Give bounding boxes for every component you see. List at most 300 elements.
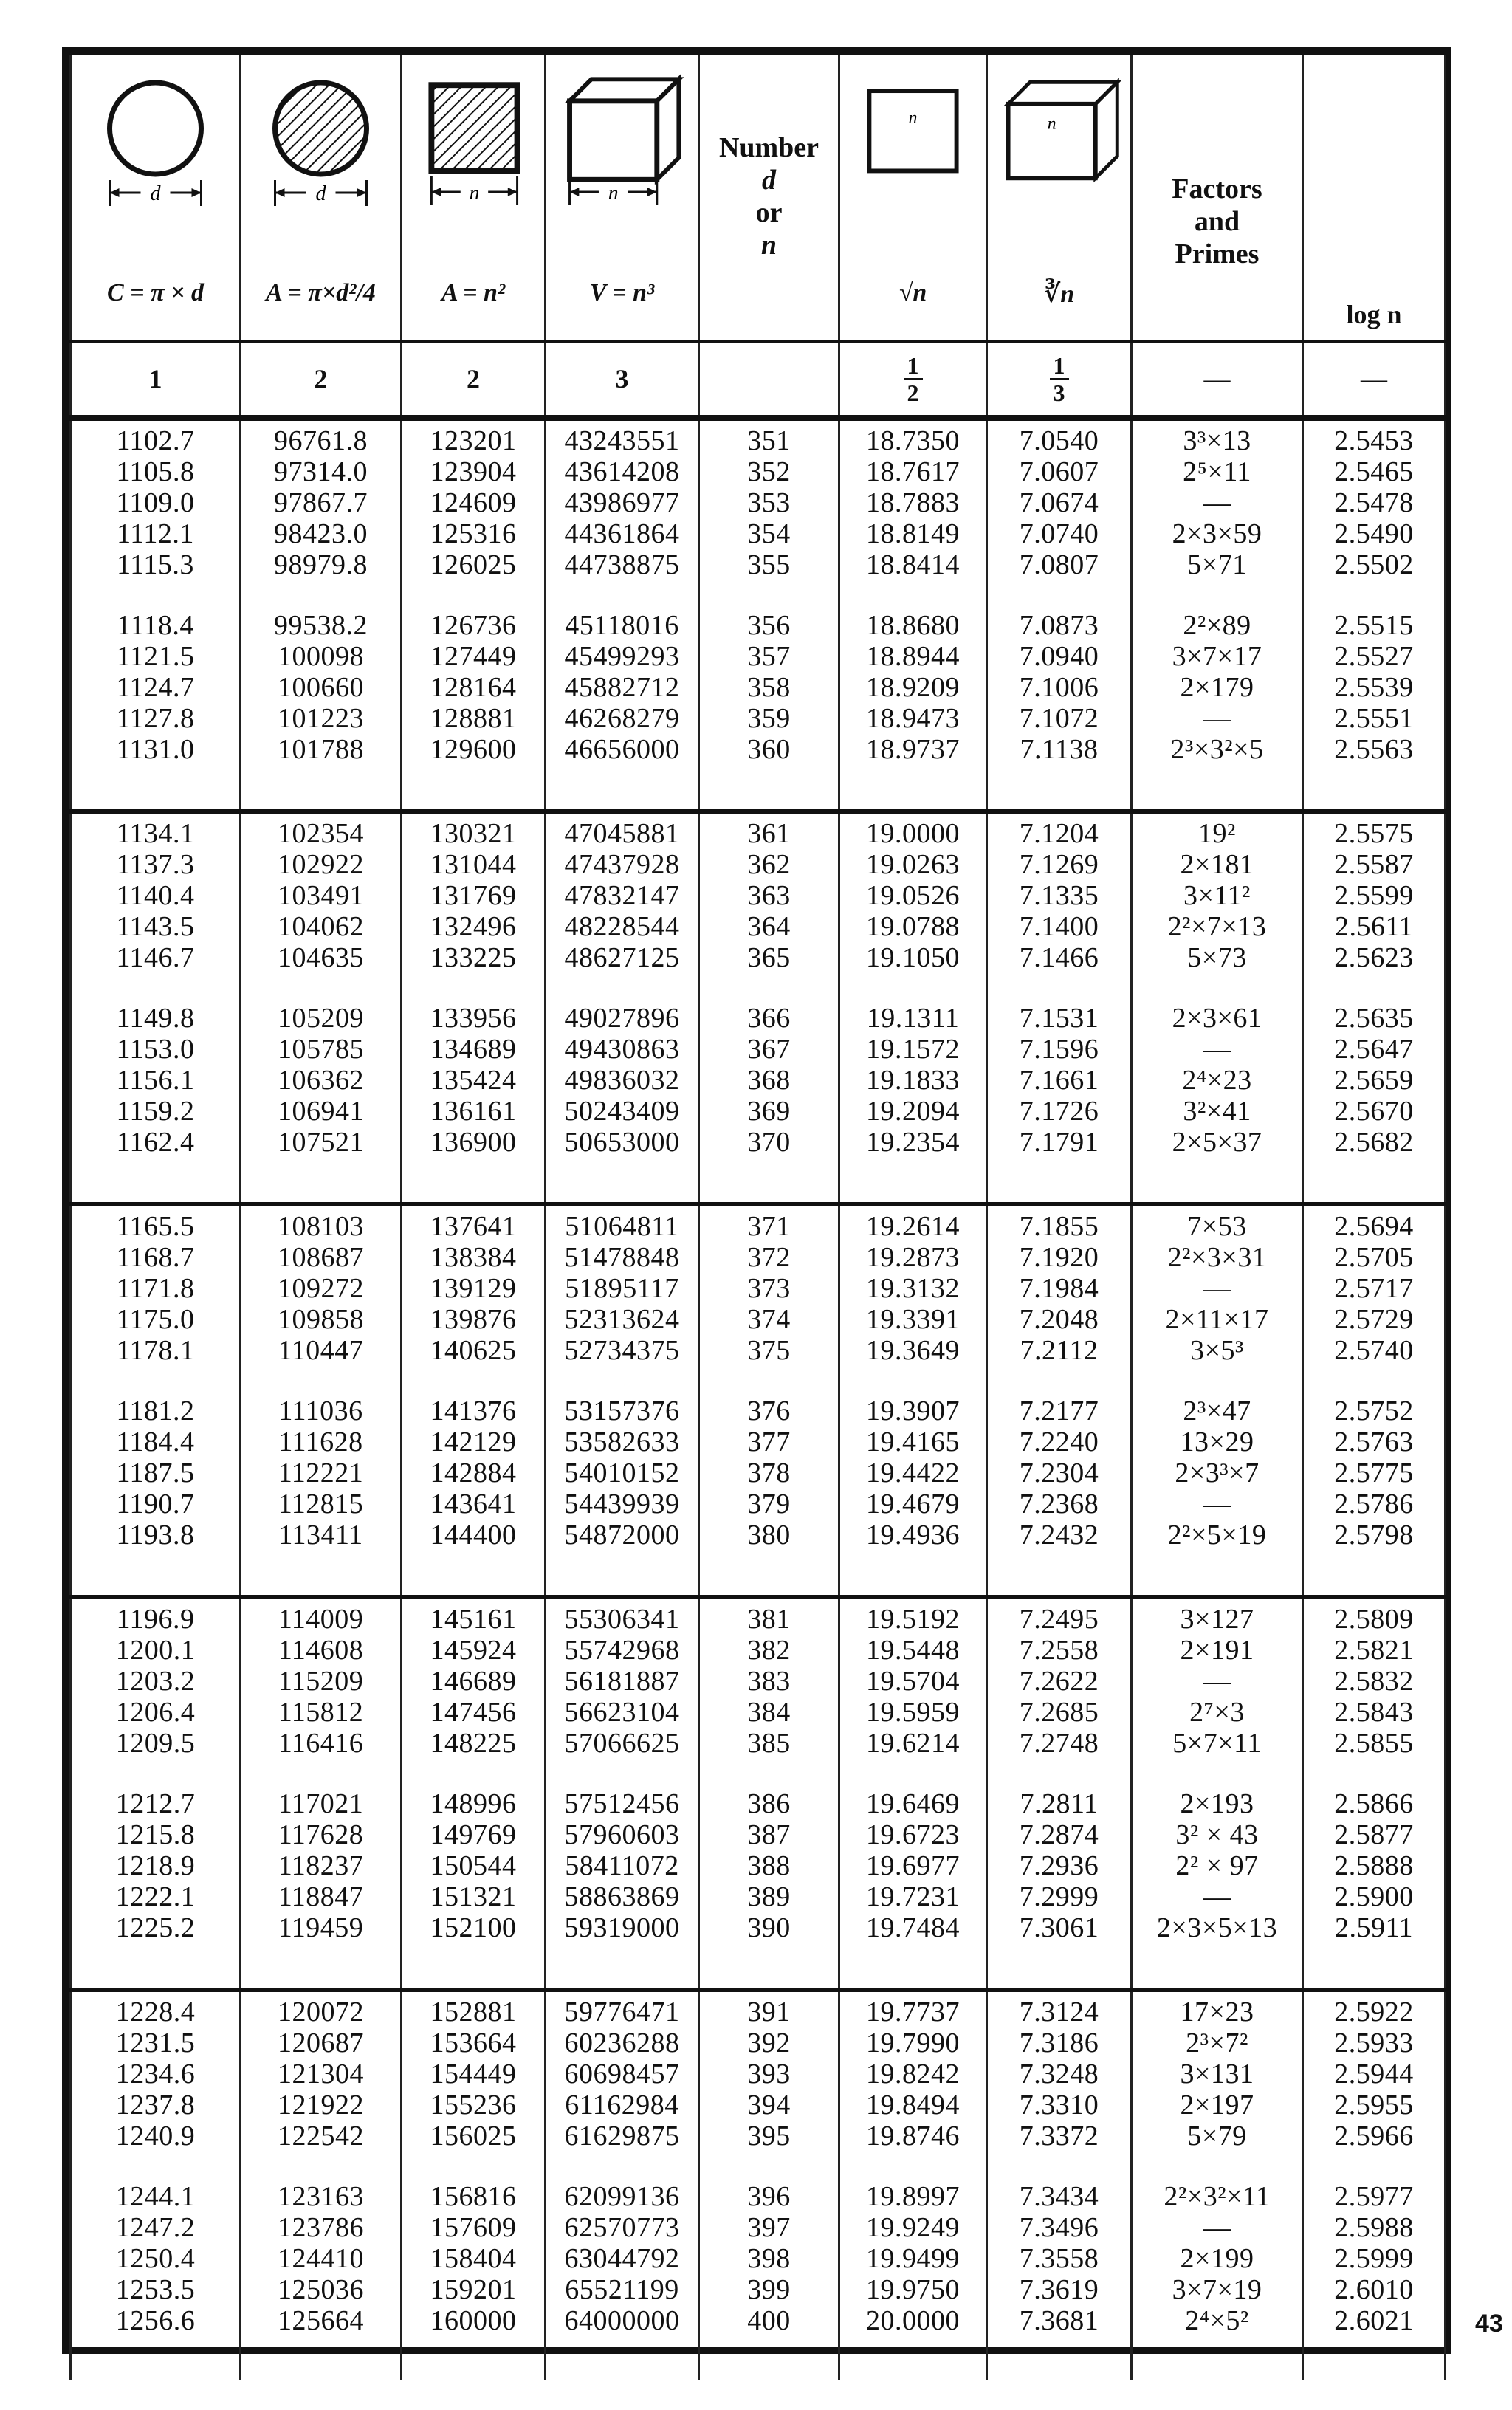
table-value: 105785 [278,1034,364,1065]
table-value: 2³×7² [1186,2028,1248,2059]
table-value: 18.8149 [866,518,960,549]
table-value: 105209 [278,1003,364,1034]
table-value: 19.7231 [866,1881,960,1912]
row-group [241,610,400,765]
table-value: 19.4679 [866,1489,960,1520]
table-value: 62570773 [564,2212,680,2243]
table-value: 1156.1 [116,1065,195,1096]
table-value: 126736 [430,610,517,641]
row-group [700,425,838,580]
table-value: 7×53 [1187,1211,1247,1242]
table-value: 2.5763 [1334,1427,1414,1458]
table-value: 2×193 [1180,1788,1254,1819]
table-value: 7.3372 [1019,2121,1099,2152]
table-value: 45118016 [565,610,679,641]
table-value: 7.3681 [1019,2305,1099,2336]
table-value: 18.9209 [866,672,960,703]
table-value: 48228544 [564,911,680,942]
table-value: 18.7617 [866,456,960,487]
table-value: 145161 [430,1604,517,1635]
table-value: 2×197 [1180,2090,1254,2121]
table-value: 7.3619 [1019,2274,1099,2305]
table-value: 52734375 [564,1335,680,1366]
table-value: 399 [747,2274,791,2305]
table-block [71,418,1446,811]
row-group [1133,1788,1302,1943]
table-value: 65521199 [565,2274,679,2305]
row-group [72,1788,239,1943]
table-cell [699,1204,839,1597]
table-value: 2×11×17 [1165,1304,1269,1335]
row-group [1133,1604,1302,1759]
table-value: 2.5502 [1334,549,1414,580]
row-group [72,1003,239,1158]
table-value: 19.4422 [866,1458,960,1489]
row-group [840,610,986,765]
table-value: 1231.5 [115,2028,196,2059]
table-value: 2×179 [1180,672,1254,703]
row-group [546,1211,698,1366]
table-value: 1149.8 [116,1003,195,1034]
table-value: 50243409 [564,1096,680,1127]
table-value: 7.1984 [1019,1273,1099,1304]
row-group [72,1604,239,1759]
table-cell [1132,1990,1303,2380]
multiplier-col4: 3 [546,341,699,418]
table-value: 1184.4 [116,1427,195,1458]
table-value: 2.5611 [1334,911,1414,942]
table-value: 1121.5 [116,641,195,672]
table-value: 19.1050 [866,942,960,973]
table-value: 115812 [278,1697,364,1728]
table-cell [839,1204,987,1597]
row-group [988,1395,1130,1551]
table-value: 2.6010 [1334,2274,1414,2305]
table-value: 153664 [430,2028,517,2059]
table-value: 1225.2 [115,1912,196,1943]
table-value: 2.5587 [1334,849,1414,880]
row-group [988,1003,1130,1158]
table-value: — [1203,1666,1231,1697]
table-value: 132496 [430,911,517,942]
table-value: 5×7×11 [1172,1728,1262,1759]
table-value: 146689 [430,1666,517,1697]
table-value: 106941 [278,1096,364,1127]
table-value: 374 [747,1304,791,1335]
table-value: 18.8414 [866,549,960,580]
table-value: 2.5659 [1334,1065,1414,1096]
table-value: 19.0788 [866,911,960,942]
table-value: 145924 [430,1635,517,1666]
row-group [840,425,986,580]
table-value: 63044792 [564,2243,680,2274]
row-group [1133,1211,1302,1366]
table-value: 1181.2 [116,1395,195,1427]
header-row [71,55,1446,341]
table-value: 104062 [278,911,364,942]
row-group [546,425,698,580]
table-value: 2² × 97 [1175,1850,1259,1881]
table-value: 3×5³ [1190,1335,1244,1366]
table-value: 101788 [278,734,364,765]
table-value: 365 [747,942,791,973]
table-value: 1234.6 [115,2059,196,2090]
table-value: 7.1661 [1019,1065,1099,1096]
table-cell [402,1990,546,2380]
svg-text:n: n [1047,114,1056,134]
row-group [700,1997,838,2152]
table-value: 385 [747,1728,791,1759]
table-value: 2.5933 [1334,2028,1414,2059]
table-value: — [1203,487,1231,518]
table-value: 3×127 [1180,1604,1254,1635]
row-group [1133,1003,1302,1158]
table-value: 64000000 [564,2305,680,2336]
table-value: 7.3496 [1019,2212,1099,2243]
table-value: 18.8944 [866,641,960,672]
table-block [71,811,1446,1204]
table-value: 109858 [278,1304,364,1335]
row-group [840,1003,986,1158]
hatched-square-icon [402,69,544,217]
table-value: 18.7350 [866,425,960,456]
table-value: 392 [747,2028,791,2059]
table-value: 364 [747,911,791,942]
row-group [988,1788,1130,1943]
table-value: 98979.8 [274,549,368,580]
table-value: 2.5877 [1334,1819,1414,1850]
table-value: 400 [747,2305,791,2336]
row-group [402,1604,544,1759]
table-value: 352 [747,456,791,487]
row-group [700,1003,838,1158]
table-value: 7.3186 [1019,2028,1099,2059]
table-value: 394 [747,2090,791,2121]
table-value: 7.1204 [1019,818,1099,849]
row-group [700,1604,838,1759]
cube-box-icon [988,69,1130,217]
table-cell [241,1990,402,2380]
row-group [241,1788,400,1943]
table-value: 120072 [278,1997,364,2028]
factors-heading: Factors and Primes [1172,174,1262,270]
table-value: 371 [747,1211,791,1242]
table-value: 128881 [430,703,517,734]
table-cell [987,1204,1132,1597]
row-group [840,1997,986,2152]
table-value: 118847 [278,1881,364,1912]
table-value: 3²×41 [1183,1096,1251,1127]
table-value: 51064811 [565,1211,679,1242]
table-value: 7.2240 [1019,1427,1099,1458]
table-value: 7.0674 [1019,487,1099,518]
table-value: 368 [747,1065,791,1096]
row-group [72,1395,239,1551]
table-value: 2.5999 [1334,2243,1414,2274]
table-value: 116416 [278,1728,364,1759]
table-value: 19.9249 [866,2212,960,2243]
table-value: 2.5809 [1334,1604,1414,1635]
table-value: 113411 [278,1520,363,1551]
table-value: 3×7×19 [1172,2274,1262,2305]
table-value: 102922 [278,849,364,880]
table-value: 2.5635 [1334,1003,1414,1034]
row-group [402,425,544,580]
table-cell [241,811,402,1204]
table-value: 19.4936 [866,1520,960,1551]
table-value: 2.5717 [1334,1273,1414,1304]
table-value: 54010152 [564,1458,680,1489]
table-value: 2²×5×19 [1167,1520,1267,1551]
table-value: 1190.7 [116,1489,195,1520]
table-value: 13×29 [1180,1427,1254,1458]
table-value: 2×3×59 [1172,518,1262,549]
table-cell [987,811,1132,1204]
table-value: 2.5647 [1334,1034,1414,1065]
row-group [72,425,239,580]
table-value: 156816 [430,2181,517,2212]
table-cell [402,418,546,811]
table-value: 125036 [278,2274,364,2305]
row-group [241,1211,400,1366]
table-value: 386 [747,1788,791,1819]
table-value: 99538.2 [274,610,368,641]
table-value: 19.5448 [866,1635,960,1666]
table-cell [839,811,987,1204]
table-value: 5×73 [1187,942,1247,973]
table-value: 104635 [278,942,364,973]
table-value: 157609 [430,2212,517,2243]
row-group [72,2181,239,2336]
row-group [700,610,838,765]
table-value: 5×79 [1187,2121,1247,2152]
table-value: 1187.5 [116,1458,195,1489]
table-value: 110447 [278,1335,364,1366]
row-group [1304,1788,1444,1943]
table-value: 44361864 [564,518,680,549]
table-value: 1131.0 [116,734,195,765]
table-value: 156025 [430,2121,517,2152]
table-value: 7.0940 [1019,641,1099,672]
row-group [546,818,698,973]
table-cell [241,1597,402,1990]
table-value: 7.0807 [1019,549,1099,580]
table-value: 133225 [430,942,517,973]
row-group [402,610,544,765]
table-value: 389 [747,1881,791,1912]
formula-cube-root: ∛n [1043,281,1075,308]
table-value: 136900 [430,1127,517,1158]
table-value: 19.8494 [866,2090,960,2121]
table-value: 7.1072 [1019,703,1099,734]
table-cell [546,811,699,1204]
table-value: 2×199 [1180,2243,1254,2274]
table-value: 7.1726 [1019,1096,1099,1127]
table-value: 7.2811 [1020,1788,1099,1819]
table-value: 375 [747,1335,791,1366]
table-value: 3² × 43 [1175,1819,1259,1850]
table-value: 7.1920 [1019,1242,1099,1273]
table-value: 19.9499 [866,2243,960,2274]
multiplier-col7: 1 3 [987,341,1132,418]
table-value: 2.5694 [1334,1211,1414,1242]
square-box-icon [840,69,986,217]
table-value: — [1203,1881,1231,1912]
table-value: 124609 [430,487,517,518]
table-value: 53582633 [564,1427,680,1458]
row-group [1304,425,1444,580]
table-value: 142884 [430,1458,517,1489]
table-value: 18.8680 [866,610,960,641]
table-value: 98423.0 [274,518,368,549]
table-value: 152881 [430,1997,517,2028]
table-value: 2²×7×13 [1167,911,1267,942]
table-value: 1222.1 [115,1881,196,1912]
table-value: 60236288 [564,2028,680,2059]
table-value: 2.5922 [1334,1997,1414,2028]
table-value: 142129 [430,1427,517,1458]
table-value: 1109.0 [116,487,195,518]
table-value: 97867.7 [274,487,368,518]
table-cell [71,418,241,811]
table-value: 20.0000 [866,2305,960,2336]
table-value: 1203.2 [115,1666,196,1697]
table-value: 49027896 [564,1003,680,1034]
header-factors [1132,55,1303,341]
row-group [700,1788,838,1943]
table-value: 2.5821 [1334,1635,1414,1666]
table-value: 1218.9 [115,1850,196,1881]
table-cell [1303,418,1446,811]
row-group [840,1604,986,1759]
table-value: 2²×3²×11 [1164,2181,1271,2212]
row-group [241,1395,400,1551]
table-block [71,1597,1446,1990]
header-circle-area [241,55,402,341]
table-value: 19.0526 [866,880,960,911]
table-value: 2.5453 [1334,425,1414,456]
table-value: 1215.8 [115,1819,196,1850]
table-value: 123201 [430,425,517,456]
table-value: — [1203,1034,1231,1065]
table-value: 2.5888 [1334,1850,1414,1881]
table-value: 1178.1 [116,1335,195,1366]
table-value: 382 [747,1635,791,1666]
table-value: 148225 [430,1728,517,1759]
table-value: 7.0873 [1019,610,1099,641]
table-value: 2.5900 [1334,1881,1414,1912]
table-cell [699,1990,839,2380]
table-value: 2.5563 [1334,734,1414,765]
table-value: 353 [747,487,791,518]
table-value: 2.5465 [1334,456,1414,487]
table-value: 53157376 [564,1395,680,1427]
table-value: 7.1138 [1020,734,1099,765]
table-value: 19.7990 [866,2028,960,2059]
hatched-circle-icon [241,69,400,217]
table-value: 2³×47 [1183,1395,1251,1427]
header-cube-volume [546,55,699,341]
table-value: 2×3³×7 [1175,1458,1260,1489]
table-value: 360 [747,734,791,765]
table-value: 47437928 [564,849,680,880]
row-group [988,1997,1130,2152]
row-group [546,1395,698,1551]
table-cell [402,1597,546,1990]
table-value: 125316 [430,518,517,549]
table-value: 2×181 [1180,849,1254,880]
table-value: 7.2999 [1019,1881,1099,1912]
table-value: 143641 [430,1489,517,1520]
table-value: 391 [747,1997,791,2028]
row-group [840,1395,986,1551]
table-value: 47045881 [564,818,680,849]
table-value: 151321 [430,1881,517,1912]
table-value: 7.1855 [1019,1211,1099,1242]
table-value: 57960603 [564,1819,680,1850]
table-cell [1303,811,1446,1204]
table-cell [1303,1597,1446,1990]
table-value: 19.7737 [866,1997,960,2028]
table-value: 19.3907 [866,1395,960,1427]
table-value: 102354 [278,818,364,849]
table-value: 2.5670 [1334,1096,1414,1127]
table-value: 7.2685 [1019,1697,1099,1728]
table-value: 7.1596 [1019,1034,1099,1065]
table-cell [699,1597,839,1990]
table-value: 19.8242 [866,2059,960,2090]
table-value: 103491 [278,880,364,911]
svg-text:n: n [469,180,480,204]
table-value: 1253.5 [115,2274,196,2305]
table-value: 19.1833 [866,1065,960,1096]
formula-cube-volume: V = n³ [589,279,655,306]
table-value: 2.5705 [1334,1242,1414,1273]
table-value: 7.2048 [1019,1304,1099,1335]
svg-text:d: d [315,182,326,205]
table-value: 43243551 [564,425,680,456]
table-value: 7.2177 [1019,1395,1099,1427]
table-value: 19.1572 [866,1034,960,1065]
table-value: 2⁴×23 [1182,1065,1252,1096]
table-value: — [1203,1489,1231,1520]
table-cell [546,1990,699,2380]
table-value: 2.5955 [1334,2090,1414,2121]
table-value: 366 [747,1003,791,1034]
row-group [1133,2181,1302,2336]
table-value: 2×3×5×13 [1156,1912,1278,1943]
table-value: 1143.5 [116,911,195,942]
table-value: 7.2622 [1019,1666,1099,1697]
table-cell [699,811,839,1204]
table-value: 49430863 [564,1034,680,1065]
table-cell [699,418,839,811]
formula-circle-area: A = π×d²/4 [266,279,376,306]
table-value: 7.2936 [1019,1850,1099,1881]
table-value: 107521 [278,1127,364,1158]
table-value: 19.3391 [866,1304,960,1335]
table-value: 1118.4 [117,610,194,641]
table-value: 381 [747,1604,791,1635]
row-group [988,818,1130,973]
table-value: 2.5966 [1334,2121,1414,2152]
table-value: 43614208 [564,456,680,487]
table-value: 135424 [430,1065,517,1096]
table-value: — [1203,2212,1231,2243]
table-value: 117628 [278,1819,364,1850]
multiplier-col1: 1 [71,341,241,418]
table-value: 19.1311 [866,1003,960,1034]
